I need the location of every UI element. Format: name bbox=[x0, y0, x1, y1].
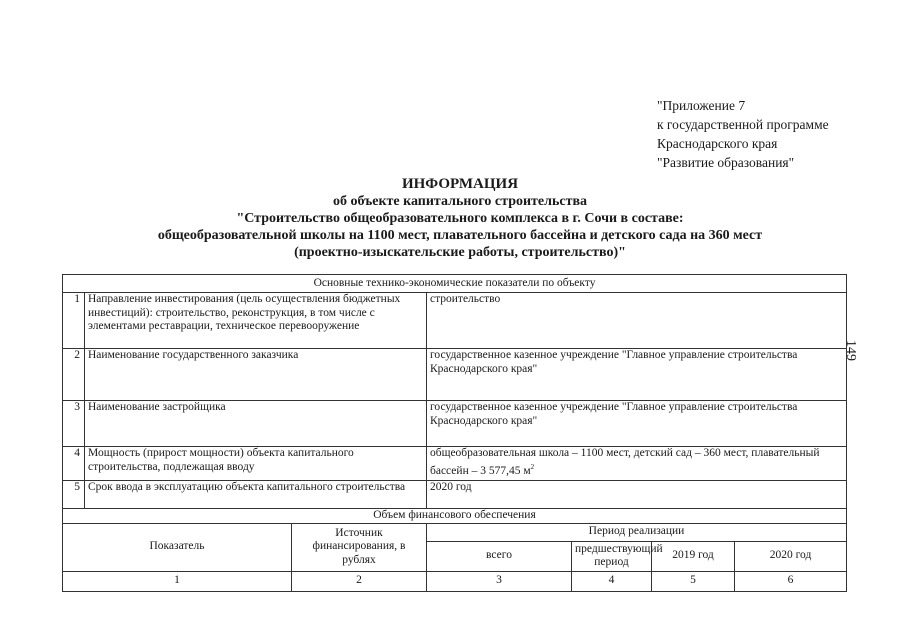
col-indicator: Показатель bbox=[63, 523, 292, 571]
col-total: всего bbox=[427, 541, 572, 571]
title-line: об объекте капитального строительства bbox=[332, 194, 588, 209]
table-row bbox=[63, 349, 847, 401]
object-info-table bbox=[62, 274, 847, 592]
row-label: Мощность (прирост мощности) объекта капитального строительства, подлежащая вводу bbox=[85, 447, 427, 481]
section-header-row bbox=[63, 509, 847, 524]
section-header: Объем финансового обеспечения bbox=[63, 509, 847, 524]
capacity-text: общеобразовательная школа – 1100 мест, детский сад – 360 мест, плавательный бассейн – 3 577,45 м bbox=[430, 447, 820, 477]
col-prior: предшествующий период bbox=[572, 541, 652, 571]
table-row bbox=[63, 447, 847, 481]
appendix-line: к государственной программе bbox=[657, 117, 829, 132]
column-number: 2 bbox=[292, 571, 427, 591]
column-number: 1 bbox=[63, 571, 292, 591]
col-2020: 2020 год bbox=[735, 541, 847, 571]
row-number: 1 bbox=[63, 293, 85, 349]
section-header: Основные технико-экономические показатели по объекту bbox=[63, 275, 847, 293]
row-value: государственное казенное учреждение "Главное управление строительства Краснодарского края" bbox=[427, 349, 847, 401]
row-value: государственное казенное учреждение "Главное управление строительства Краснодарского края" bbox=[427, 401, 847, 447]
title-line: (проектно-изыскательские работы, строительство)" bbox=[294, 245, 626, 260]
row-label: Направление инвестирования (цель осуществления бюджетных инвестиций): строительство, реконструкция, в том числе с элементами реставрации, техническое перевооружение bbox=[85, 293, 427, 349]
appendix-line: Краснодарского края bbox=[657, 136, 778, 151]
row-number: 3 bbox=[63, 401, 85, 447]
row-value bbox=[427, 447, 847, 481]
table-row bbox=[63, 481, 847, 509]
row-label: Наименование застройщика bbox=[85, 401, 427, 447]
title-line: "Строительство общеобразовательного комплекса в г. Сочи в составе: bbox=[236, 211, 684, 226]
document-title bbox=[100, 176, 820, 261]
column-number: 5 bbox=[652, 571, 735, 591]
column-number: 4 bbox=[572, 571, 652, 591]
column-number-row bbox=[63, 571, 847, 591]
row-label: Срок ввода в эксплуатацию объекта капитального строительства bbox=[85, 481, 427, 509]
section-header-row bbox=[63, 275, 847, 293]
table-row bbox=[63, 293, 847, 349]
row-value: строительство bbox=[427, 293, 847, 349]
column-number: 3 bbox=[427, 571, 572, 591]
unit-superscript: 2 bbox=[530, 462, 535, 471]
table-row bbox=[63, 401, 847, 447]
row-number: 2 bbox=[63, 349, 85, 401]
row-number: 5 bbox=[63, 481, 85, 509]
row-value: 2020 год bbox=[427, 481, 847, 509]
title-heading: ИНФОРМАЦИЯ bbox=[401, 176, 519, 192]
finance-header-row bbox=[63, 523, 847, 541]
appendix-line: "Приложение 7 bbox=[657, 98, 746, 113]
appendix-note bbox=[657, 96, 829, 172]
column-number: 6 bbox=[735, 571, 847, 591]
row-number: 4 bbox=[63, 447, 85, 481]
title-line: общеобразовательной школы на 1100 мест, плавательного бассейна и детского сада на 360 мест bbox=[157, 228, 763, 243]
appendix-line: "Развитие образования" bbox=[657, 155, 795, 170]
row-label: Наименование государственного заказчика bbox=[85, 349, 427, 401]
col-source: Источник финансирования, в рублях bbox=[292, 523, 427, 571]
col-period: Период реализации bbox=[427, 523, 847, 541]
col-2019: 2019 год bbox=[652, 541, 735, 571]
page-number: 149 bbox=[843, 340, 858, 361]
